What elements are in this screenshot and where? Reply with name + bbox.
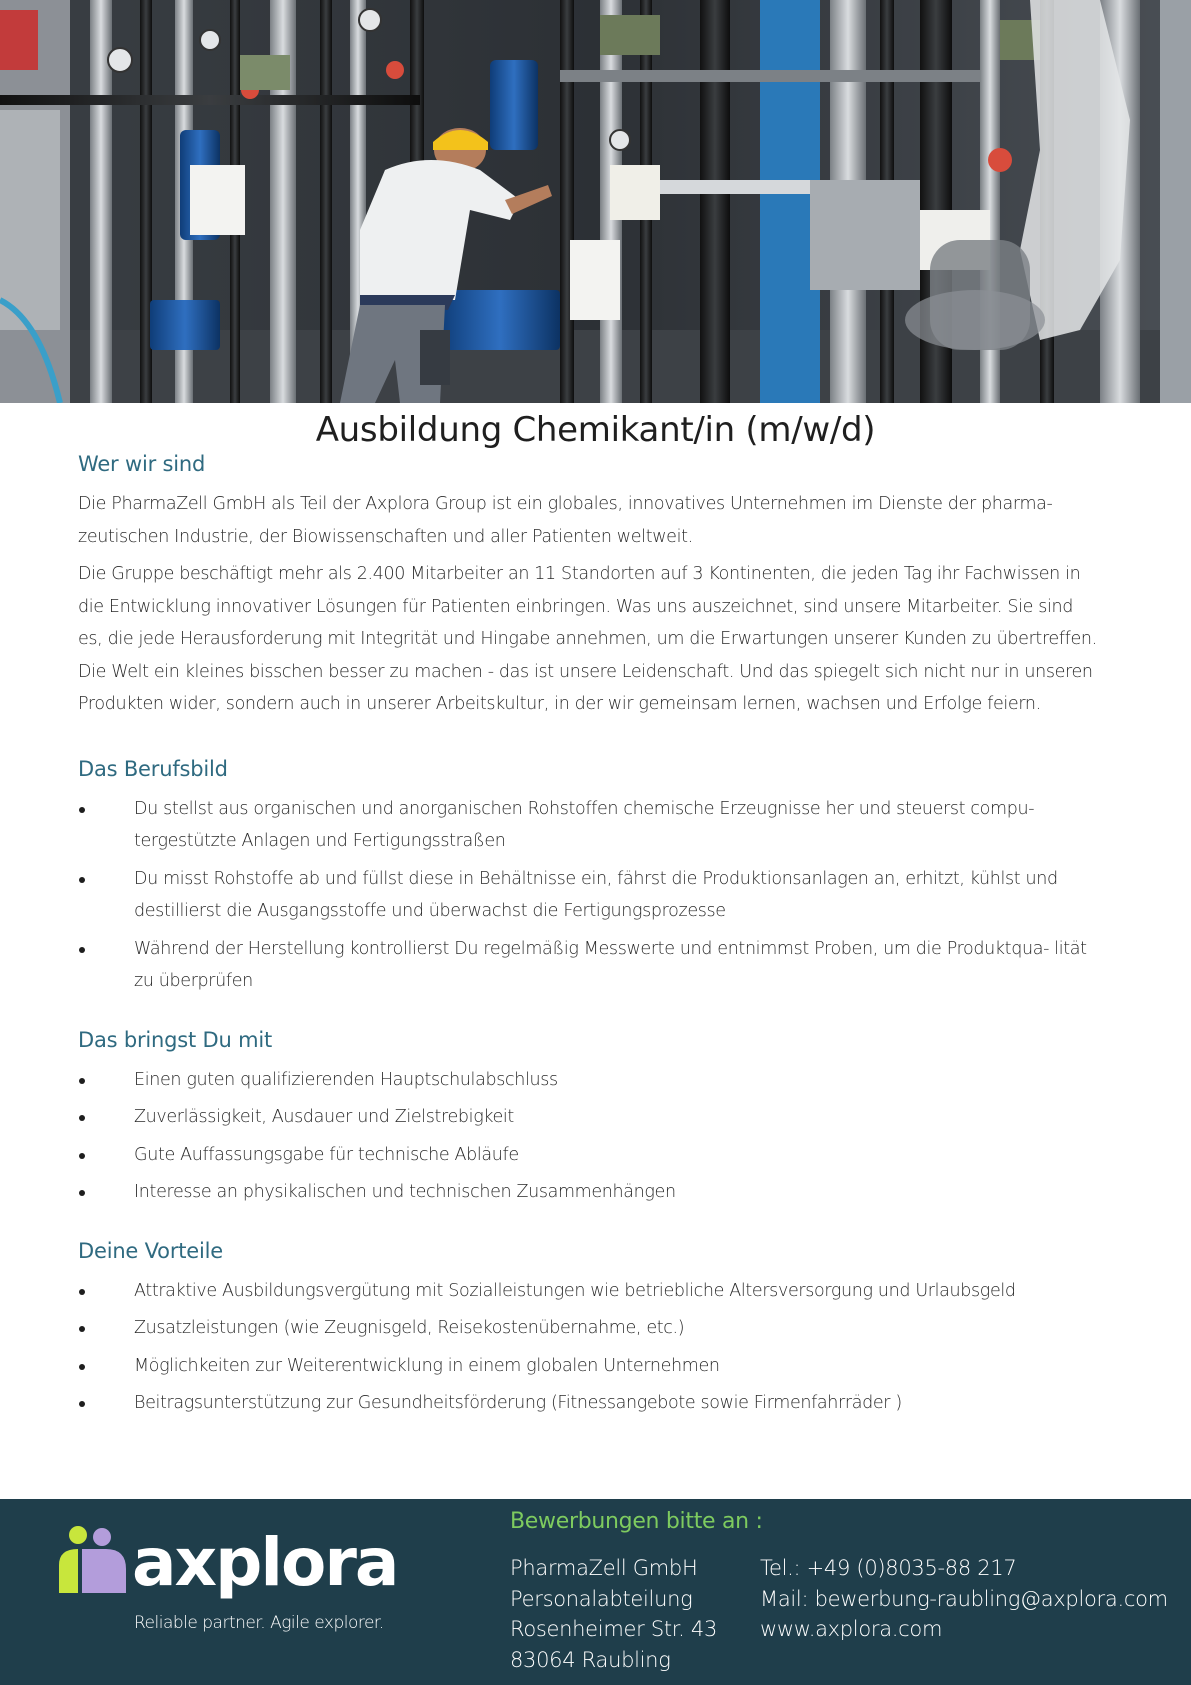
list-item-text: Du misst Rohstoffe ab und füllst diese in Behältnisse ein, fährst die Produktionsanlagen an, erhitzt, kühlst und destillierst die Ausgangsstoffe und überwachst die Fertigungsprozesse [134,868,1058,921]
list-item-text: Du stellst aus organischen und anorganischen Rohstoffen chemische Erzeugnisse her und steuerst compu- tergestützte Anlagen und Fertigungsstraßen [134,798,1035,851]
logo-tagline: Reliable partner. Agile explorer. [134,1613,384,1633]
section-about [78,452,1100,721]
list-item-text: Attraktive Ausbildungsvergütung mit Sozialleistungen wie betriebliche Altersversorgung und Urlaubsgeld [134,1280,1016,1301]
list-item [78,1312,1100,1345]
footer [0,1499,1191,1685]
section-heading-requirements: Das bringst Du mit [78,1027,273,1052]
bullet-icon [79,1289,85,1295]
list-item-text: Möglichkeiten zur Weiterentwicklung in einem globalen Unternehmen [134,1355,720,1376]
section-heading-job: Das Berufsbild [78,756,228,781]
apply-heading: Bewerbungen bitte an : [510,1509,763,1534]
bullet-icon [79,1153,85,1159]
phone-text: Tel.: +49 (0)8035-88 217 [760,1556,1017,1580]
list-item [78,1350,1100,1383]
bullet-icon [79,877,85,883]
list-item-text: Während der Herstellung kontrollierst Du regelmäßig Messwerte und entnimmst Proben, um die Produktqua- lität zu überprüfen [134,938,1087,991]
list-item-text: Einen guten qualifizierenden Hauptschulabschluss [134,1069,558,1090]
address-line: Rosenheimer Str. 43 [510,1617,718,1641]
list-item [78,933,1100,998]
list-item-text: Gute Auffassungsgabe für technische Abläufe [134,1144,519,1165]
website-link[interactable]: www.axplora.com [760,1617,943,1641]
job-list [78,793,1100,998]
bullet-icon [79,947,85,953]
section-requirements [78,1028,1100,1209]
requirements-list [78,1064,1100,1209]
axplora-logo [54,1523,398,1643]
about-paragraph: Die PharmaZell GmbH als Teil der Axplora Group ist ein globales, innovatives Unternehmen im Dienste der pharma- zeutischen Industrie, der Biowissenschaften und aller Patienten weltweit. [78,494,1053,547]
list-item [78,1387,1100,1420]
bullet-icon [79,1190,85,1196]
hero-image [0,0,1191,403]
bullet-icon [79,1078,85,1084]
list-item [78,1139,1100,1172]
section-heading-about: Wer wir sind [78,452,206,476]
list-item-text: Zuverlässigkeit, Ausdauer und Zielstrebigkeit [134,1107,514,1127]
list-item [78,1275,1100,1308]
bullet-icon [79,1115,85,1121]
section-heading-benefits: Deine Vorteile [78,1238,223,1263]
list-item-text: Interesse an physikalischen und technischen Zusammenhängen [134,1182,676,1202]
address-line: PharmaZell GmbH [510,1556,698,1580]
bullet-icon [79,1326,85,1332]
page-title: Ausbildung Chemikant/in (m/w/d) [315,410,876,450]
section-benefits [78,1239,1100,1420]
list-item-text: Beitragsunterstützung zur Gesundheitsförderung (Fitnessangebote sowie Firmenfahrräder ) [134,1393,902,1413]
email-link[interactable]: Mail: bewerbung-raubling@axplora.com [760,1586,1168,1611]
list-item-text: Zusatzleistungen (wie Zeugnisgeld, Reisekostenübernahme, etc.) [134,1318,685,1338]
list-item [78,863,1100,928]
logo-wordmark: axplora [132,1524,398,1601]
main-content [78,452,1100,1450]
list-item [78,1064,1100,1097]
section-job [78,757,1100,998]
list-item [78,793,1100,858]
address-line: Personalabteilung [510,1586,693,1611]
address-line: 83064 Raubling [510,1647,671,1672]
bullet-icon [79,807,85,813]
axplora-logo-mark-icon [54,1523,134,1603]
list-item [78,1101,1100,1134]
benefits-list [78,1275,1100,1420]
chemical-plant-illustration [0,0,1191,403]
bullet-icon [79,1364,85,1370]
about-paragraph: Die Gruppe beschäftigt mehr als 2.400 Mitarbeiter an 11 Standorten auf 3 Kontinenten, die jeden Tag ihr Fachwissen in die Entwicklung innovativer Lösungen für Patienten einbringen. Was uns auszeichnet, sind unsere Mitarbeiter. Sie sind es, die jede Herausforderung mit Integrität und Hingabe annehmen, um die Erwartungen unserer Kunden zu übertreffen. Die Welt ein kleines bisschen besser zu machen - das ist unsere Leidenschaft. Und das spiegelt sich nicht nur in unseren Produkten wider, sondern auch in unserer Arbeitskultur, in der wir gemeinsam lernen, wachsen und Erfolge feiern. [78,564,1097,714]
list-item [78,1176,1100,1209]
address-block [510,1553,717,1675]
bullet-icon [79,1401,85,1407]
contact-block [760,1553,1168,1645]
